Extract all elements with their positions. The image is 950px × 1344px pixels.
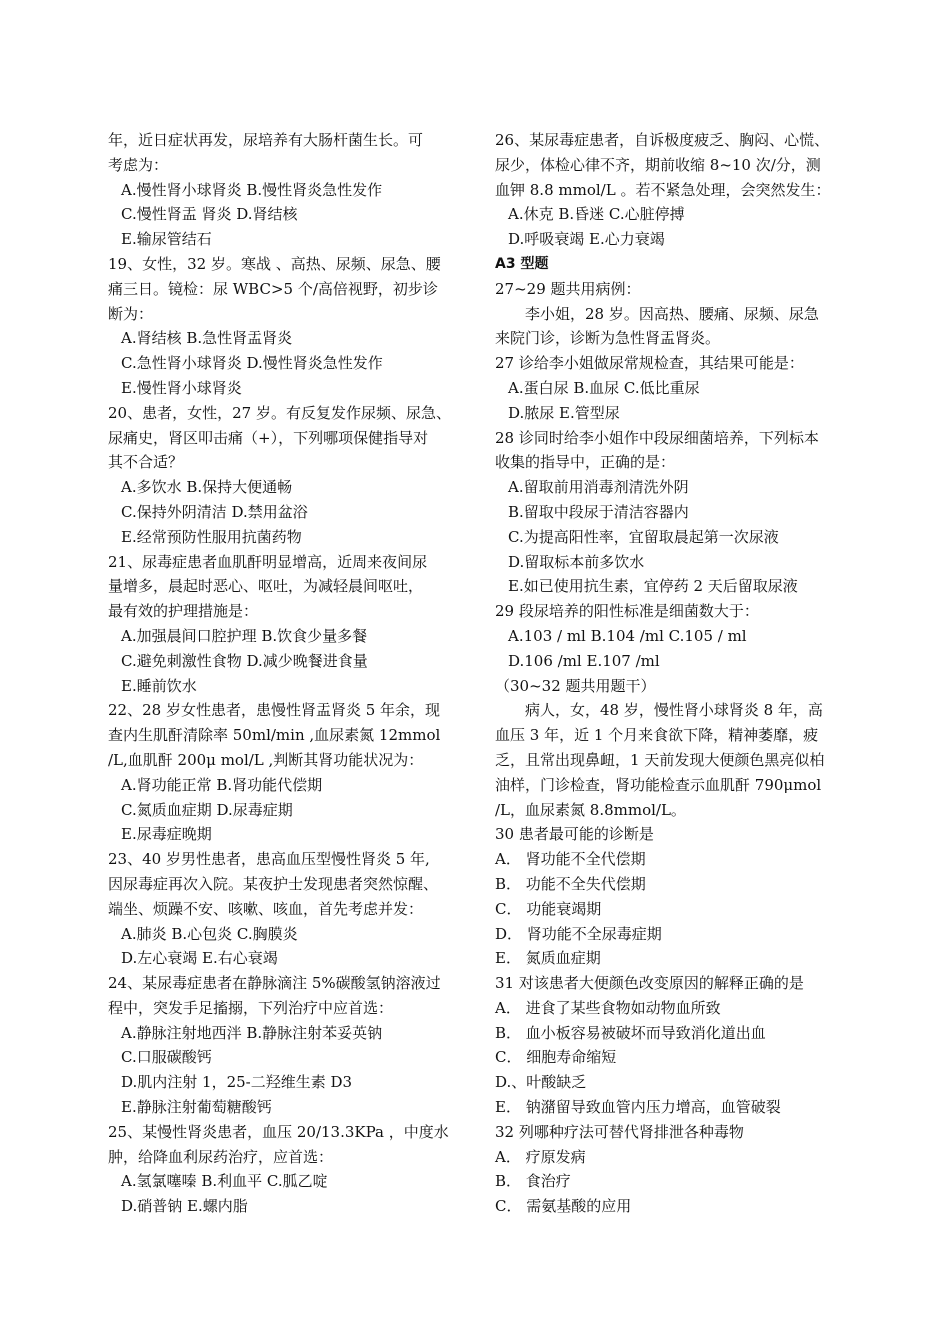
text-line: 断为：: [108, 304, 154, 323]
text-line: C.慢性肾盂 肾炎 D.肾结核: [121, 205, 298, 224]
text-line: 血钾 8.8 mmol/L 。若不紧急处理，会突然发生：: [495, 180, 831, 199]
text-line: 最有效的护理措施是：: [108, 602, 259, 621]
text-line: 27~29 题共用病例：: [495, 279, 641, 298]
text-line: E.慢性肾小球肾炎: [121, 378, 242, 397]
text-line: 肿，给降血利尿药治疗，应首选：: [108, 1147, 334, 1166]
text-line: D． 肾功能不全尿毒症期: [495, 924, 662, 943]
text-line: A． 肾功能不全代偿期: [495, 850, 646, 869]
text-line: 25、某慢性肾炎患者，血压 20/13.3KPa ，中度水: [108, 1122, 449, 1141]
text-line: E.输尿管结石: [121, 230, 212, 249]
text-line: A.休克 B.昏迷 C.心脏停搏: [508, 205, 685, 224]
text-line: C． 需氨基酸的应用: [495, 1197, 632, 1216]
text-line: B． 食治疗: [495, 1172, 571, 1191]
text-line: A.蛋白尿 B.血尿 C.低比重尿: [508, 378, 700, 397]
text-line: 27 诊给李小姐做尿常规检查，其结果可能是：: [495, 354, 804, 373]
text-line: 24、某尿毒症患者在静脉滴注 5%碳酸氢钠溶液过: [108, 974, 441, 993]
text-line: 年，近日症状再发，尿培养有大肠杆菌生长。可: [108, 131, 424, 149]
text-line: D.106 /ml E.107 /ml: [508, 651, 660, 670]
text-line: A.留取前用消毒剂清洗外阴: [508, 478, 689, 497]
text-line: 油样，门诊检查，肾功能检查示血肌酐 790μmol: [495, 775, 822, 794]
text-line: 痛三日。镜检：尿 WBC>5 个/高倍视野，初步诊: [108, 279, 438, 298]
text-line: 其不合适？: [108, 453, 184, 472]
text-line: 考虑为：: [108, 155, 169, 174]
text-line: D.脓尿 E.管型尿: [508, 403, 620, 422]
text-line: D.、叶酸缺乏: [495, 1073, 587, 1092]
text-line: 量增多，晨起时恶心、呕吐，为减轻晨间呕吐，: [108, 577, 424, 596]
text-line: 30 患者最可能的诊断是: [495, 825, 654, 844]
text-line: 乏，且常出现鼻衄，1 天前发现大便颜色黑亮似柏: [495, 750, 825, 769]
text-line: B． 血小板容易被破坏而导致消化道出血: [495, 1023, 766, 1042]
text-line: A.肾结核 B.急性肾盂肾炎: [121, 329, 293, 348]
text-line: 收集的指导中，正确的是：: [495, 453, 676, 472]
text-line: /L，血尿素氮 8.8mmol/L。: [495, 800, 686, 819]
text-line: 尿少，体检心律不齐，期前收缩 8~10 次/分，测: [495, 155, 821, 174]
text-line: A.加强晨间口腔护理 B.饮食少量多餐: [121, 626, 368, 645]
text-line: B.留取中段尿于清洁容器内: [508, 502, 689, 521]
text-line: D.硝普钠 E.螺内脂: [121, 1197, 248, 1216]
text-line: C.避免刺激性食物 D.减少晚餐进食量: [121, 651, 368, 670]
text-line: 19、女性，32 岁。寒战 、高热、尿频、尿急、腰: [108, 254, 441, 273]
text-line: C.急性肾小球肾炎 D.慢性肾炎急性发作: [121, 354, 383, 373]
text-line: 32 列哪种疗法可替代肾排泄各种毒物: [495, 1122, 744, 1141]
text-line: A.氢氯噻嗪 B.利血平 C.胍乙啶: [121, 1172, 328, 1191]
text-line: C.氮质血症期 D.尿毒症期: [121, 800, 293, 819]
text-line: D.留取标本前多饮水: [508, 552, 645, 571]
text-line: A.肾功能正常 B.肾功能代偿期: [121, 775, 323, 794]
text-line: E.睡前饮水: [121, 676, 197, 695]
text-line: E.如已使用抗生素，宜停药 2 天后留取尿液: [508, 577, 798, 596]
text-line: 查内生肌酐清除率 50ml/min ,血尿素氮 12mmol: [108, 726, 441, 745]
text-line: 血压 3 年，近 1 个月来食欲下降，精神萎靡，疲: [495, 726, 819, 745]
text-line: B． 功能不全失代偿期: [495, 874, 646, 893]
text-line: E.尿毒症晚期: [121, 825, 212, 844]
right-column: [495, 128, 857, 1219]
text-line: 22、28 岁女性患者，患慢性肾盂肾炎 5 年余，现: [108, 701, 441, 720]
text-line: 26、某尿毒症患者，自诉极度疲乏、胸闷、心慌、: [495, 131, 830, 149]
text-line: C.口服碳酸钙: [121, 1048, 212, 1067]
text-line: （30~32 题共用题干）: [495, 676, 656, 695]
text-line: C． 功能衰竭期: [495, 899, 602, 918]
section-heading: A3 型题: [495, 255, 549, 272]
text-line: A． 疗原发病: [495, 1147, 586, 1166]
text-line: C.为提高阳性率，宜留取晨起第一次尿液: [508, 527, 779, 546]
text-line: 病人，女，48 岁，慢性肾小球肾炎 8 年，高: [525, 701, 823, 720]
text-line: A． 进食了某些食物如动物血所致: [495, 998, 721, 1017]
text-line: 21、尿毒症患者血肌酐明显增高，近周来夜间尿: [108, 552, 428, 571]
text-line: 程中，突发手足搐搦，下列治疗中应首选：: [108, 998, 394, 1017]
text-line: 29 段尿培养的阳性标准是细菌数大于：: [495, 602, 759, 621]
text-line: 李小姐，28 岁。因高热、腰痛、尿频、尿急: [525, 304, 819, 323]
text-line: E.经常预防性服用抗菌药物: [121, 527, 302, 546]
text-line: /L,血肌酐 200μ mol/L ,判断其肾功能状况为：: [108, 750, 424, 769]
text-line: E.静脉注射葡萄糖酸钙: [121, 1098, 272, 1117]
text-line: E． 钠潴留导致血管内压力增高，血管破裂: [495, 1098, 781, 1117]
text-line: 尿痛史，肾区叩击痛（+），下列哪项保健指导对: [108, 428, 429, 447]
left-column: [108, 128, 470, 1219]
text-line: D.左心衰竭 E.右心衰竭: [121, 949, 278, 968]
text-line: E． 氮质血症期: [495, 949, 601, 968]
text-line: D.呼吸衰竭 E.心力衰竭: [508, 230, 665, 249]
text-line: 28 诊同时给李小姐作中段尿细菌培养，下列标本: [495, 428, 819, 447]
text-line: 31 对该患者大便颜色改变原因的解释正确的是: [495, 974, 804, 993]
text-line: 端坐、烦躁不安、咳嗽、咳血，首先考虑并发：: [108, 899, 424, 918]
text-line: A.多饮水 B.保持大便通畅: [121, 478, 293, 497]
text-line: 23、40 岁男性患者，患高血压型慢性肾炎 5 年,: [108, 850, 430, 869]
text-line: C.保持外阴清洁 D.禁用盆浴: [121, 502, 308, 521]
text-line: D.肌内注射 1，25-二羟维生素 D3: [121, 1073, 353, 1092]
text-line: 20、患者，女性，27 岁。有反复发作尿频、尿急、: [108, 403, 451, 422]
text-line: 来院门诊，诊断为急性肾盂肾炎。: [495, 329, 721, 348]
text-line: A.103 / ml B.104 /ml C.105 / ml: [508, 626, 747, 645]
text-line: A.肺炎 B.心包炎 C.胸膜炎: [121, 924, 298, 943]
text-line: A.静脉注射地西泮 B.静脉注射苯妥英钠: [121, 1023, 383, 1042]
text-line: A.慢性肾小球肾炎 B.慢性肾炎急性发作: [121, 180, 383, 199]
text-line: 因尿毒症再次入院。某夜护士发现患者突然惊醒、: [108, 874, 439, 893]
text-line: C． 细胞寿命缩短: [495, 1048, 617, 1067]
